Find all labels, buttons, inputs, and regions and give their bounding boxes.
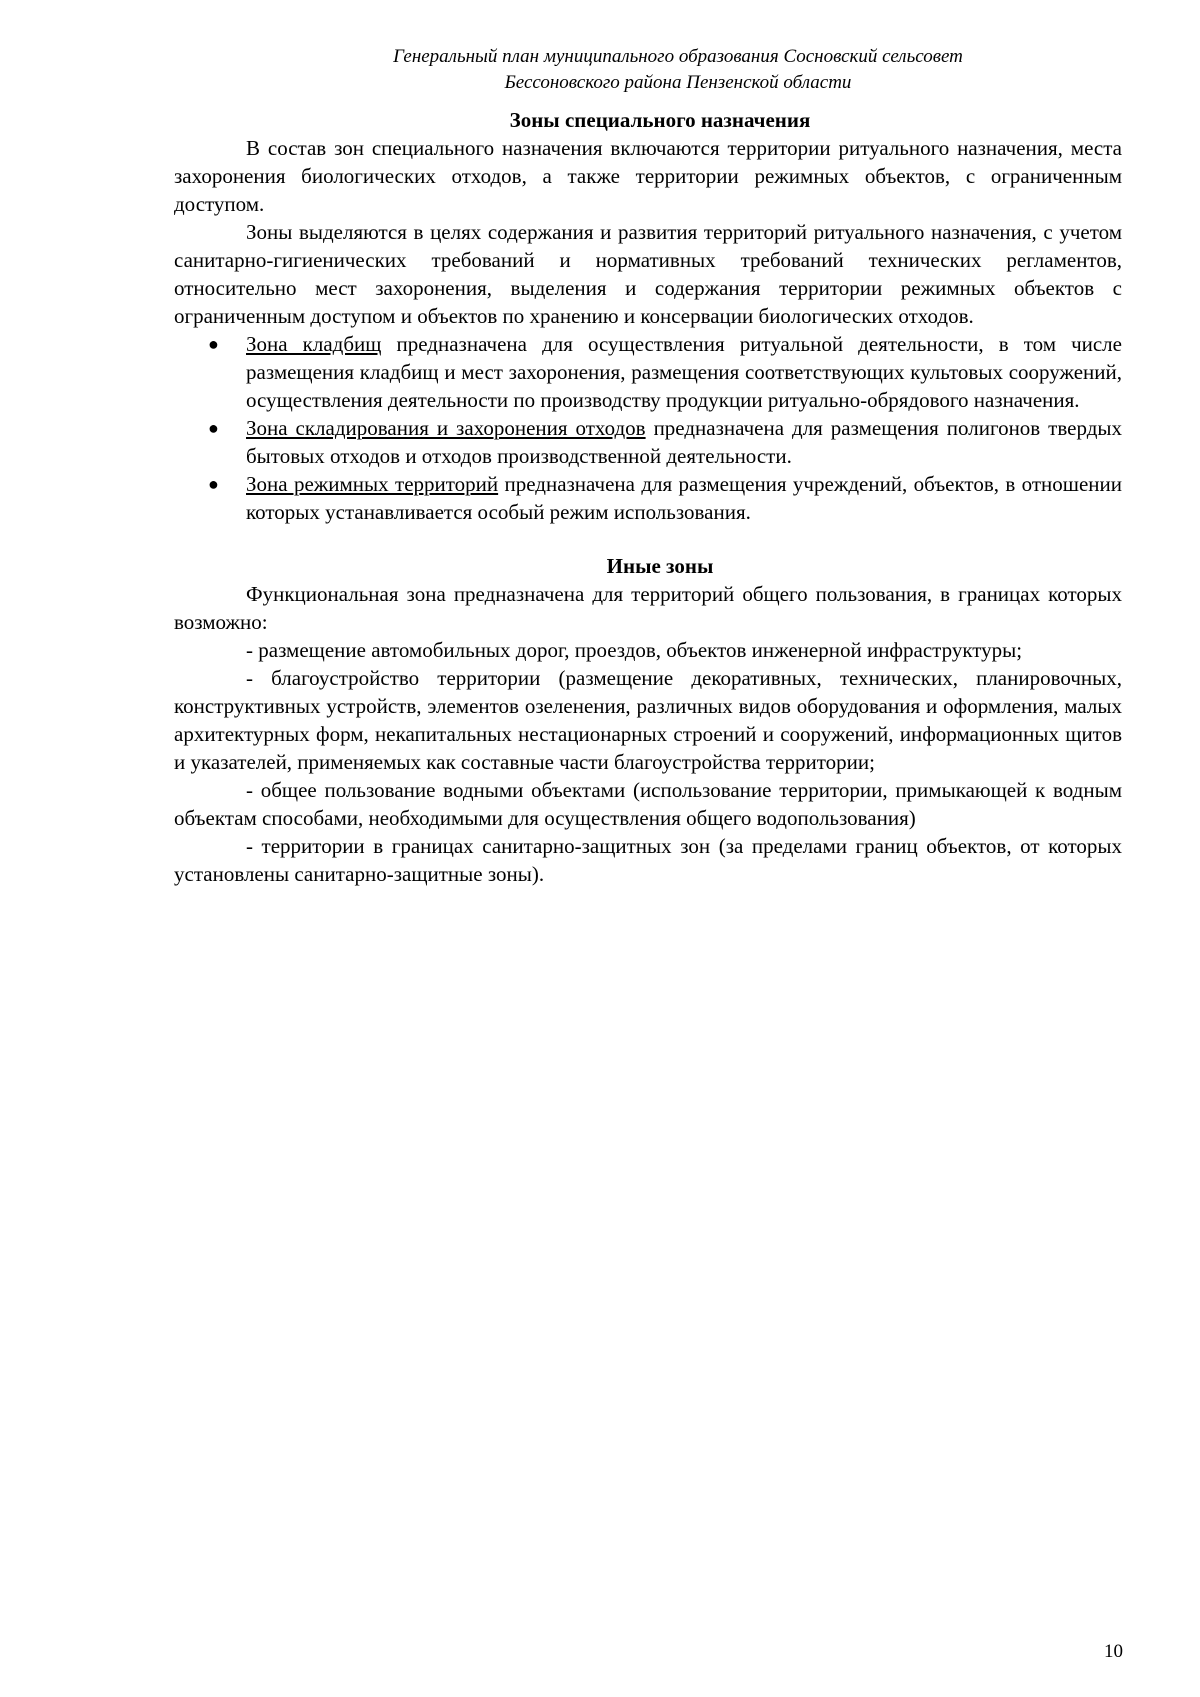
- list-item-waste-zone: [208, 414, 1122, 470]
- section-title-other-zones: Иные зоны: [606, 554, 714, 578]
- bullet-icon: ●: [208, 418, 219, 438]
- paragraph-special-zones-purpose: Зоны выделяются в целях содержания и развития территорий ритуального назначения, с учетом санитарно-гигиенических требований и нормативных требований технических регламентов, относительно мест захоронения, выделения и содержания территории режимных объектов с ограниченным доступом и объектов по хранению и консервации биологических отходов.: [174, 220, 1122, 328]
- description-cemetery-zone: предназначена для осуществления ритуальной деятельности, в том числе размещения кладбищ и мест захоронения, размещения соответствующих культовых сооружений, осуществления деятельности по производству продукции ритуально-обрядового назначения.: [246, 332, 1122, 412]
- paragraph-other-zones-intro: Функциональная зона предназначена для территорий общего пользования, в границах которых возможно:: [174, 582, 1122, 634]
- bullet-icon: ●: [208, 334, 219, 354]
- page-number: 10: [1104, 1641, 1123, 1662]
- section-title-special-zones: Зоны специального назначения: [509, 108, 811, 132]
- other-zones-item-water-use: - общее пользование водными объектами (использование территории, примыкающей к водным объектам способами, необходимыми для осуществления общего водопользования): [174, 778, 1122, 830]
- paragraph-special-zones-composition: В состав зон специального назначения включаются территории ритуального назначения, места захоронения биологических отходов, а также территории режимных объектов, с ограниченным доступом.: [174, 136, 1122, 216]
- description-waste-zone: предназначена для размещения полигонов твердых бытовых отходов и отходов производственной деятельности.: [246, 416, 1122, 468]
- document-page: [174, 44, 1122, 888]
- list-item-cemetery-zone: [208, 330, 1122, 414]
- term-restricted-zone: Зона режимных территорий: [246, 472, 499, 496]
- running-header: [234, 44, 1122, 96]
- description-restricted-zone: предназначена для размещения учреждений, объектов, в отношении которых устанавливается особый режим использования.: [246, 472, 1122, 524]
- header-line-2: Бессоновского района Пензенской области: [504, 72, 852, 93]
- other-zones-item-roads: - размещение автомобильных дорог, проездов, объектов инженерной инфраструктуры;: [246, 638, 1023, 662]
- other-zones-item-landscaping: - благоустройство территории (размещение декоративных, технических, планировочных, конструктивных устройств, элементов озеленения, различных видов оборудования и оформления, малых архитектурных форм, некапитальных нестационарных строений и сооружений, информационных щитов и указателей, применяемых как составные части благоустройства территории;: [174, 666, 1122, 774]
- term-waste-zone: Зона складирования и захоронения отходов: [246, 416, 646, 440]
- bullet-icon: ●: [208, 474, 219, 494]
- header-line-1: Генеральный план муниципального образования Сосновский сельсовет: [393, 46, 963, 67]
- list-item-restricted-zone: [208, 470, 1122, 526]
- term-cemetery-zone: Зона кладбищ: [246, 332, 382, 356]
- special-zones-list: [174, 330, 1122, 526]
- other-zones-item-sanitary-zones: - территории в границах санитарно-защитных зон (за пределами границ объектов, от которых установлены санитарно-защитные зоны).: [174, 834, 1122, 886]
